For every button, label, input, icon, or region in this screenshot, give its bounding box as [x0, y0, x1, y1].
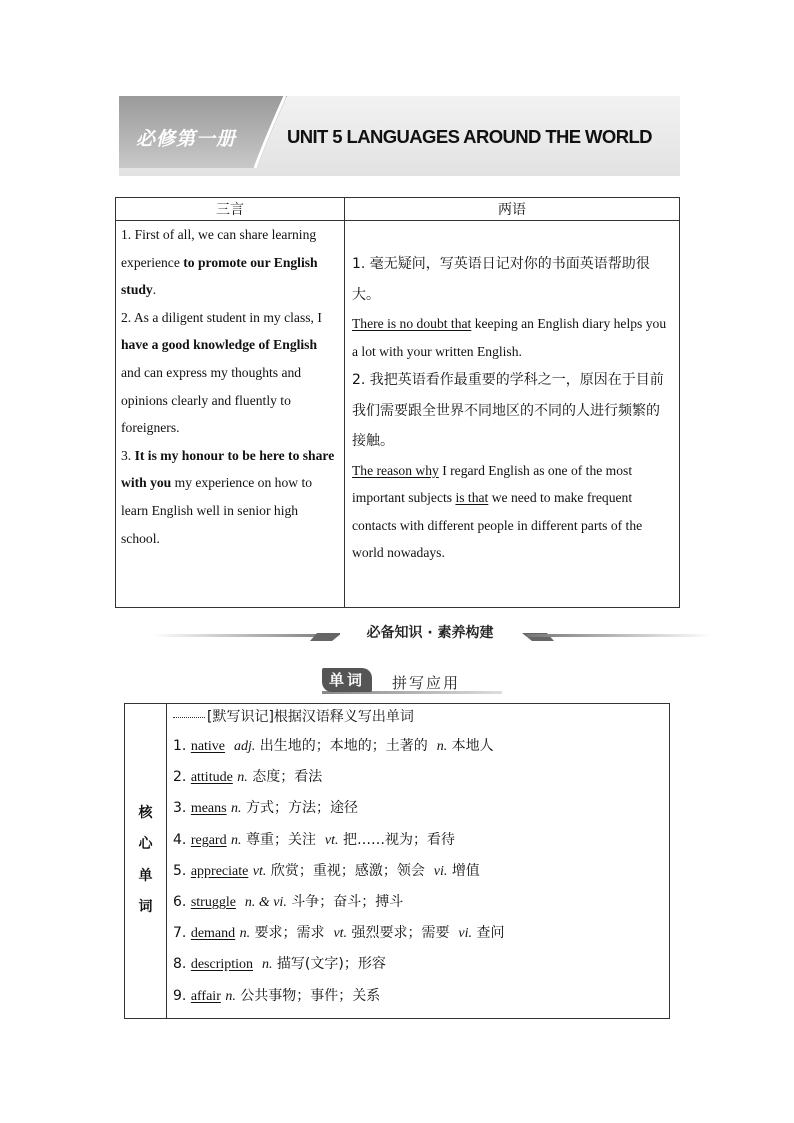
liangyu-en-2: The reason why I regard English as one of the most important subjects is that we need to make frequent contacts with different people in different parts of the world nowadays. [352, 462, 643, 561]
vocab-item: 5. appreciate vt. 欣赏；重视；感激；领会 vi. 增值 [173, 862, 480, 879]
vocab-list [167, 704, 670, 1019]
liangyu-zh-2: 2. 我把英语看作最重要的学科之一，原因在于目前我们需要跟全世界不同地区的不同的人进行频繁的接触。 [352, 372, 664, 450]
subsection-title: 拼写应用 [392, 674, 461, 692]
liangyu-cell [345, 221, 680, 608]
side-char: 核 [138, 804, 153, 821]
sanyan-sentence-3: 3. It is my honour to be here to share with you my experience on how to learn English well in senior high school. [121, 447, 335, 546]
col-header-sanyan: 三言 [116, 198, 345, 221]
vocab-instruction: [默写识记]根据汉语释义写出单词 [173, 707, 669, 727]
sanyan-sentence-1: 1. First of all, we can share learning experience to promote our English study. [121, 227, 318, 298]
unit-title: UNIT 5 LANGUAGES AROUND THE WORLD [287, 126, 652, 147]
side-char: 心 [138, 836, 153, 853]
vocab-table [124, 703, 670, 1019]
vocab-item: 6. struggle n. & vi. 斗争；奋斗；搏斗 [173, 894, 404, 911]
vocab-item: 8. description n. 描写(文字)；形容 [173, 956, 386, 973]
vocab-item: 3. means n. 方式；方法；途径 [173, 800, 358, 817]
vocab-item: 7. demand n. 要求；需求 vt. 强烈要求；需要 vi. 查问 [173, 925, 505, 942]
vocab-item: 9. affair n. 公共事物；事件；关系 [173, 987, 381, 1004]
vocab-side-label [125, 704, 167, 1019]
sanyan-cell [116, 221, 345, 608]
col-header-liangyu: 两语 [345, 198, 680, 221]
book-tag: 必修第一册 [136, 128, 237, 150]
subsection-tag: 单词 [322, 668, 372, 692]
phrase-table [115, 197, 680, 608]
section-title: 必备知识 · 素养构建 [340, 622, 520, 642]
vocab-item: 4. regard n. 尊重；关注 vt. 把……视为；看待 [173, 831, 455, 848]
vocab-item: 2. attitude n. 态度；看法 [173, 769, 323, 786]
liangyu-zh-1: 1. 毫无疑问，写英语日记对你的书面英语帮助很大。 [352, 256, 650, 303]
sanyan-sentence-2: 2. As a diligent student in my class, I have a good knowledge of English and can express my thoughts and opinions clearly and fluently to foreigners. [121, 309, 322, 436]
side-char: 词 [138, 899, 153, 916]
side-char: 单 [138, 867, 153, 884]
liangyu-en-1: There is no doubt that keeping an English diary helps you a lot with your written English. [352, 316, 667, 359]
vocab-item: 1. native adj. 出生地的；本地的；土著的 n. 本地人 [173, 738, 494, 754]
